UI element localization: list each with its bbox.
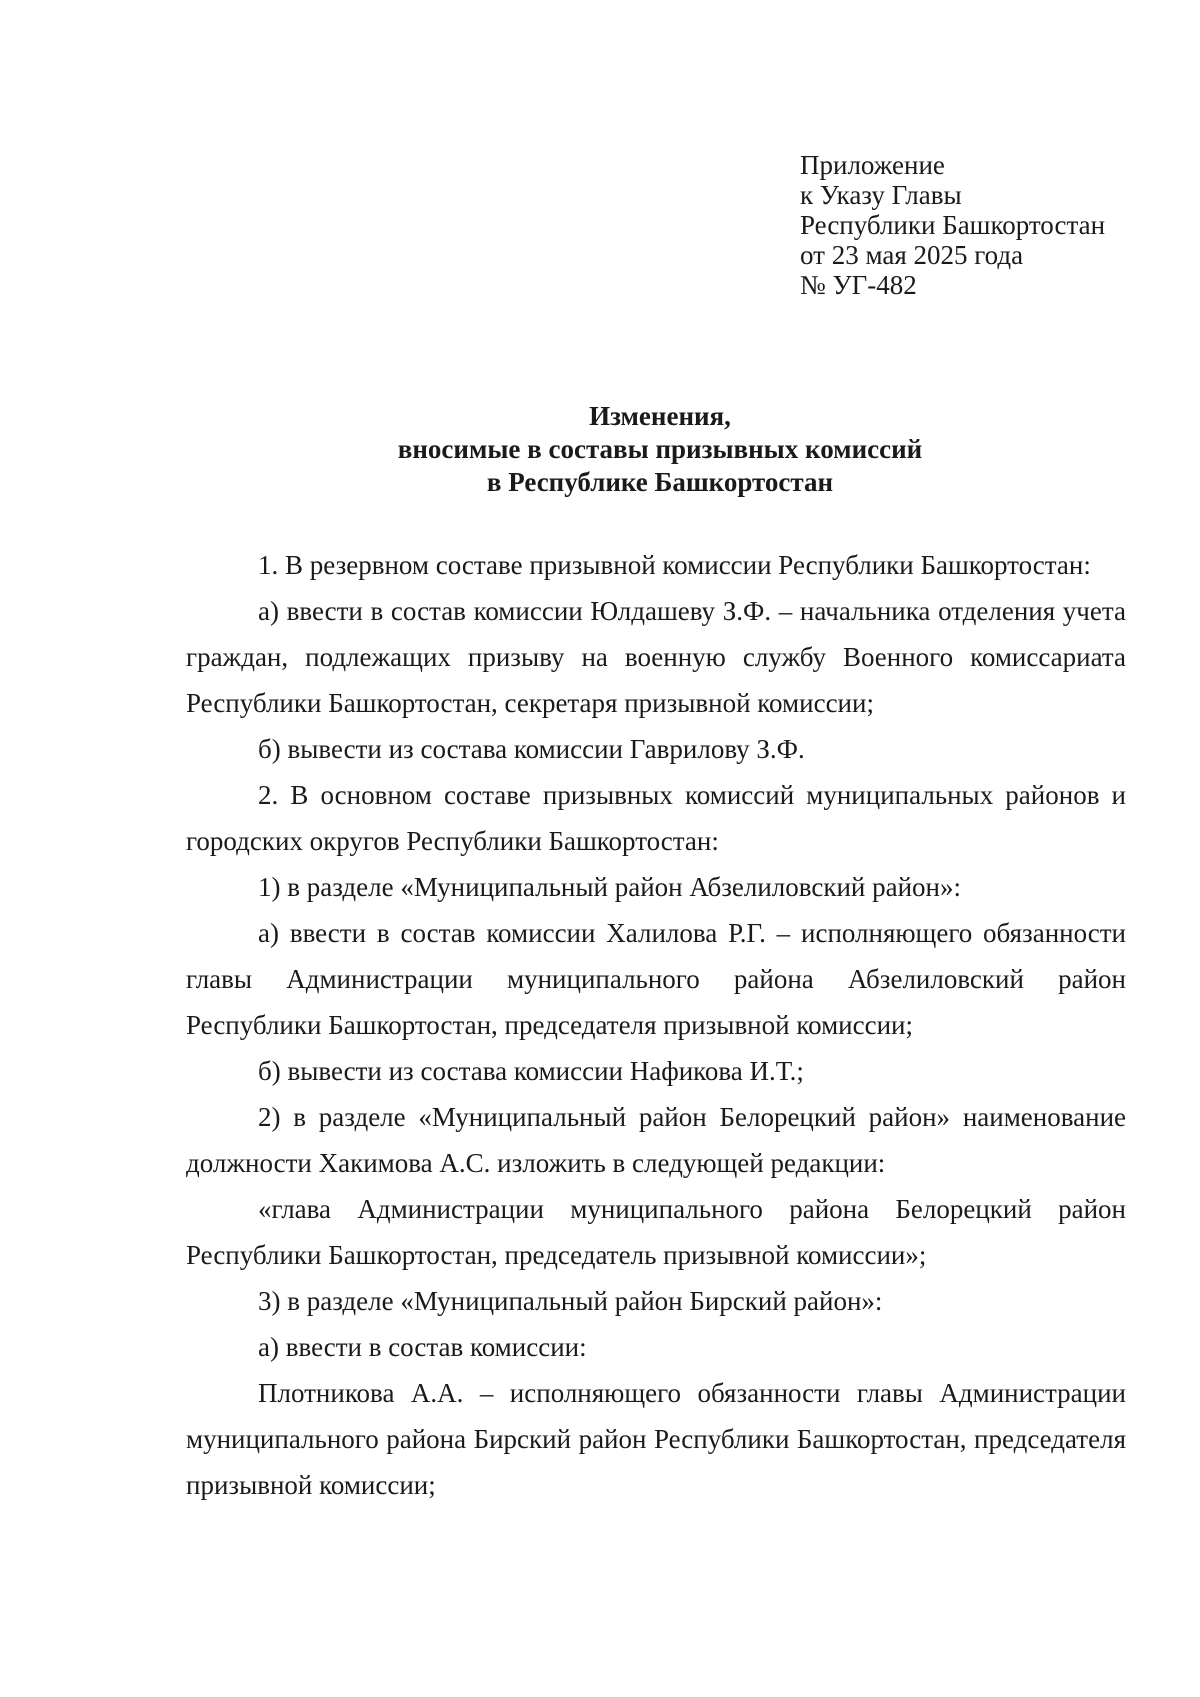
appendix-line-3: Республики Башкортостан [800,210,1106,240]
paragraph-8: 2) в разделе «Муниципальный район Белорецкий район» наименование должности Хакимова А.С. изложить в следующей редакции: [186,1102,1126,1178]
paragraph-6: а) ввести в состав комиссии Халилова Р.Г. – исполняющего обязанности главы Администрации муниципального района Абзелиловский район Республики Башкортостан, председателя призывной комиссии; [186,918,1126,1040]
appendix-reference [800,150,1160,300]
paragraph-1: 1. В резервном составе призывной комиссии Республики Башкортостан: [258,550,1091,580]
title-line-3: в Республике Башкортостан [486,467,834,497]
paragraph-4: 2. В основном составе призывных комиссий муниципальных районов и городских округов Республики Башкортостан: [186,780,1126,856]
document-title [0,400,1200,499]
appendix-line-5: № УГ-482 [800,270,917,300]
appendix-line-4: от 23 мая 2025 года [800,240,1024,270]
title-line-2: вносимые в составы призывных комиссий [397,434,923,464]
paragraph-9: «глава Администрации муниципального района Белорецкий район Республики Башкортостан, председатель призывной комиссии»; [186,1194,1126,1270]
paragraph-5: 1) в разделе «Муниципальный район Абзелиловский район»: [258,872,961,902]
paragraph-11: а) ввести в состав комиссии: [258,1332,587,1362]
paragraph-3: б) вывести из состава комиссии Гаврилову З.Ф. [258,734,805,764]
document-body [186,542,1126,1508]
appendix-line-1: Приложение [800,150,945,180]
paragraph-2: а) ввести в состав комиссии Юлдашеву З.Ф. – начальника отделения учета граждан, подлежащих призыву на военную службу Военного комиссариата Республики Башкортостан, секретаря призывной комиссии; [186,596,1126,718]
paragraph-7: б) вывести из состава комиссии Нафикова И.Т.; [258,1056,804,1086]
appendix-line-2: к Указу Главы [800,180,962,210]
paragraph-10: 3) в разделе «Муниципальный район Бирский район»: [258,1286,883,1316]
title-line-1: Изменения, [589,401,731,431]
paragraph-12: Плотникова А.А. – исполняющего обязанности главы Администрации муниципального района Бирский район Республики Башкортостан, председателя призывной комиссии; [186,1378,1126,1500]
